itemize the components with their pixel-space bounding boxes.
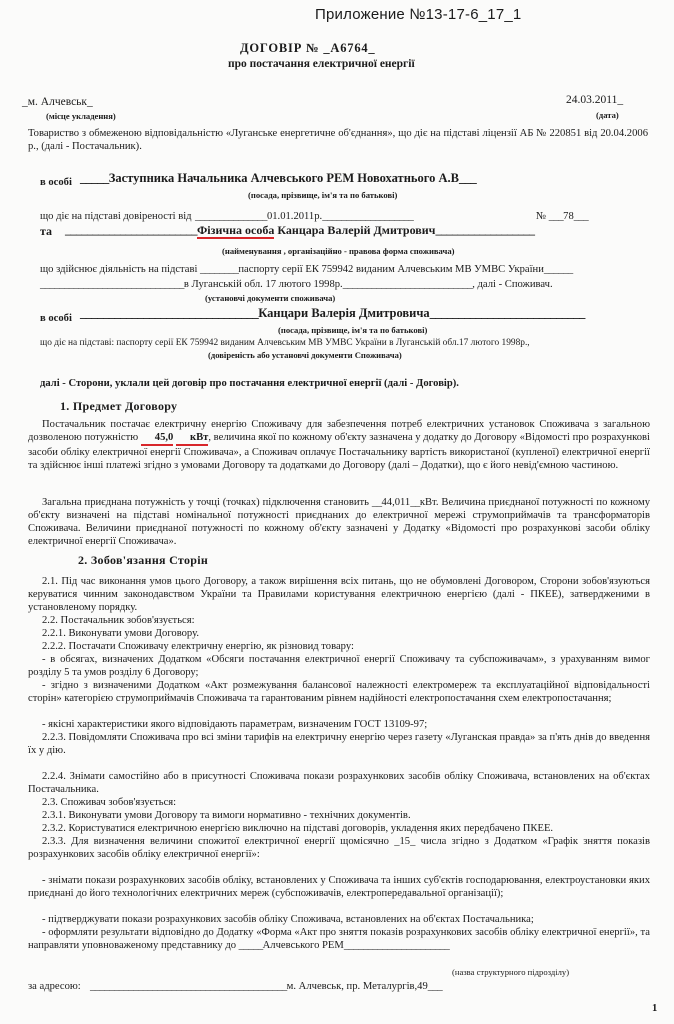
place-caption: (місце укладення) bbox=[46, 111, 116, 121]
consumer-person-caption: (посада, прізвище, ім'я та по батькові) bbox=[278, 325, 428, 335]
section-1-p1: Постачальник постачає електричну енергію Споживачу для забезпечення потреб електричних установок Споживача з загальною дозволеною потужністю 45,0 кВт, величина якої по кожному об'єкту зазначена у додатку до Договору «Відомості про розрахункові засоби обліку електричної енергії Споживача», а Споживач оплачує Постачальнику вартість використаної (купленої) електричної енергії та здійснює інші платежі згідно з умовами Договору та додатками до Договору (далі – Додатки), що є його невід'ємною частиною. bbox=[28, 419, 650, 471]
consumer-and: та bbox=[40, 224, 53, 238]
address-label: за адресою: bbox=[28, 981, 81, 992]
annex-number: Приложение №13-17-6_17_1 bbox=[315, 6, 522, 23]
contract-subtitle: про постачання електричної енергії bbox=[228, 58, 415, 70]
clause-2-3-3-item-1: - знімати покази розрахункових засобів обліку, встановлених у Споживача та інших суб'єктів господарювання, електроустановки яких приєднані до його технологічних електричних мереж (субспоживачів, електропередавальної організації); bbox=[28, 875, 650, 899]
clause-2-3: 2.3. Споживач зобов'язується: bbox=[42, 797, 177, 808]
clause-2-2-2-item-3: - якісні характеристики якого відповідають параметрам, визначеним ГОСТ 13109-97; bbox=[42, 719, 428, 730]
supplier-person-caption: (посада, прізвище, ім'я та по батькові) bbox=[248, 190, 398, 200]
page-number: 1 bbox=[652, 1003, 658, 1014]
power-unit: кВт bbox=[176, 431, 208, 446]
consumer-activity-prefix: що здійснює діяльність на підставі bbox=[40, 264, 198, 275]
place-city: _м. Алчевськ_ bbox=[22, 96, 93, 108]
supplier-person-name: _____Заступника Начальника Алчевського РЕМ Новохатнього А.В___ bbox=[80, 171, 477, 185]
consumer-basis-caption: (довіреність або установчі документи Споживача) bbox=[208, 350, 402, 360]
clause-2-2-2: 2.2.2. Постачати Споживачу електричну енергію, як різновид товару: bbox=[42, 641, 354, 652]
section-2-title: 2. Зобов'язання Сторін bbox=[78, 553, 209, 567]
consumer-name-line: ________________________Фізична особа Канцара Валерій Дмитрович__________________ bbox=[65, 223, 535, 237]
supplier-basis-date: _______________01.01.2011р.___________________ bbox=[195, 211, 414, 222]
address-value: _________________________________________м. Алчевськ, пр. Металургів,49___ bbox=[90, 981, 443, 992]
supplier-person-prefix: в особі bbox=[40, 177, 72, 188]
consumer-activity-doc: ________паспорту серії ЕК 759942 виданим Алчевським МВ УМВС України______ bbox=[200, 264, 573, 275]
clause-2-2-2-item-2: - згідно з визначеними Додатком «Акт розмежування балансової належності електромереж та експлуатаційної відповідальності сторін» категорією струмоприймачів Споживача та гарантованим рівнем надійності електропостачання схем електропостачання; bbox=[28, 680, 650, 704]
consumer-activity-caption: (установчі документи споживача) bbox=[205, 293, 336, 303]
clause-2-2-1: 2.2.1. Виконувати умови Договору. bbox=[42, 628, 199, 639]
section-1-p2: Загальна приєднана потужність у точці (точках) підключення становить __44,011__кВт. Величина приєднаної потужності по кожному об'єкту визначені на підставі номінальної потужності приєднаних до електричної мережі струмоприймачів та трансформаторів Споживача. Величини приєднаної потужності по кожному об'єкту зазначені у Додатку «Відомості про розрахункові засоби обліку електричної енергії Споживача». bbox=[28, 497, 650, 547]
department-caption: (назва структурного підрозділу) bbox=[452, 967, 570, 977]
contract-date: 24.03.2011_ bbox=[566, 94, 624, 106]
consumer-person-name: _______________________________Канцари Валерія Дмитровича___________________________ bbox=[80, 306, 585, 320]
permitted-power: 45,0 bbox=[141, 431, 174, 446]
contract-title: ДОГОВІР № _А6764_ bbox=[240, 41, 376, 55]
supplier-text: Товариство з обмеженою відповідальністю «Луганське енергетичне об'єднання», що діє на підставі ліцензії АБ № 220851 від 20.04.2006 р., (далі - Постачальник). bbox=[28, 128, 648, 152]
supplier-basis-no: № ___78___ bbox=[536, 211, 589, 222]
section-1-title: 1. Предмет Договору bbox=[60, 399, 178, 413]
clause-2-3-2: 2.3.2. Користуватися електричною енергією виключно на підставі договорів, укладення яких передбачено ПКЕЕ. bbox=[42, 823, 554, 834]
clause-2-3-1: 2.3.1. Виконувати умови Договору та вимоги нормативно - технічних документів. bbox=[42, 810, 411, 821]
consumer-name-caption: (найменування , організаційно - правова форма споживача) bbox=[222, 246, 455, 256]
clause-2-2-2-item-1: - в обсягах, визначених Додатком «Обсяги постачання електричної енергії Споживачу та субспоживачам», з урахуванням вимог розділу 5 та умов розділу 6 Договору; bbox=[28, 654, 650, 678]
clause-2-2-4: 2.2.4. Знімати самостійно або в присутності Споживача покази розрахункових засобів обліку Споживача, встановлених на об'єктах Постачальника. bbox=[28, 771, 650, 795]
consumer-basis: що діє на підставі: паспорту серії ЕК 759942 виданим Алчевським МВ УМВС України в Луганській обл.17 лютого 1998р., bbox=[40, 338, 530, 348]
consumer-activity-doc2: ______________________________в Луганській обл. 17 лютого 1998р.___________________________, далі - Споживач. bbox=[40, 279, 553, 290]
clause-2-2: 2.2. Постачальник зобов'язується: bbox=[42, 615, 195, 626]
clause-2-3-3-item-2: - підтверджувати покази розрахункових засобів обліку Споживача, встановлених на об'єктах Постачальника; bbox=[42, 914, 534, 925]
consumer-type: Фізична особа bbox=[197, 223, 275, 237]
consumer-person-prefix: в особі bbox=[40, 313, 72, 324]
supplier-basis-prefix: що діє на підставі довіреності від bbox=[40, 211, 192, 222]
parties-text: далі - Сторони, уклали цей договір про постачання електричної енергії (далі - Договір). bbox=[40, 378, 459, 389]
clause-2-3-3: 2.3.3. Для визначення величини спожитої електричної енергії щомісячно _15_ числа згідно з Додатком «Графік зняття показів розрахункових засобів обліку електричної енергії»: bbox=[28, 836, 650, 860]
date-caption: (дата) bbox=[596, 110, 619, 120]
clause-2-2-3: 2.2.3. Повідомляти Споживача про всі зміни тарифів на електричну енергію через газету «Луганская правда» за п'ять днів до введення їх у дію. bbox=[28, 732, 650, 756]
clause-2-3-3-item-3: - оформляти результати відповідно до Додатку «Форма «Акт про зняття показів розрахункових засобів обліку електричної енергії», та направляти уповноваженому представнику до _____Алчевського РЕМ______________________ bbox=[28, 927, 650, 951]
clause-2-1: 2.1. Під час виконання умов цього Договору, а також вирішення всіх питань, що не обумовлені Договором, Сторони зобов'язуються керуватися чинним законодавством України та Правилами користування електричною енергією (далі - ПКЕЕ), затвердженими в установленому порядку. bbox=[28, 576, 650, 613]
